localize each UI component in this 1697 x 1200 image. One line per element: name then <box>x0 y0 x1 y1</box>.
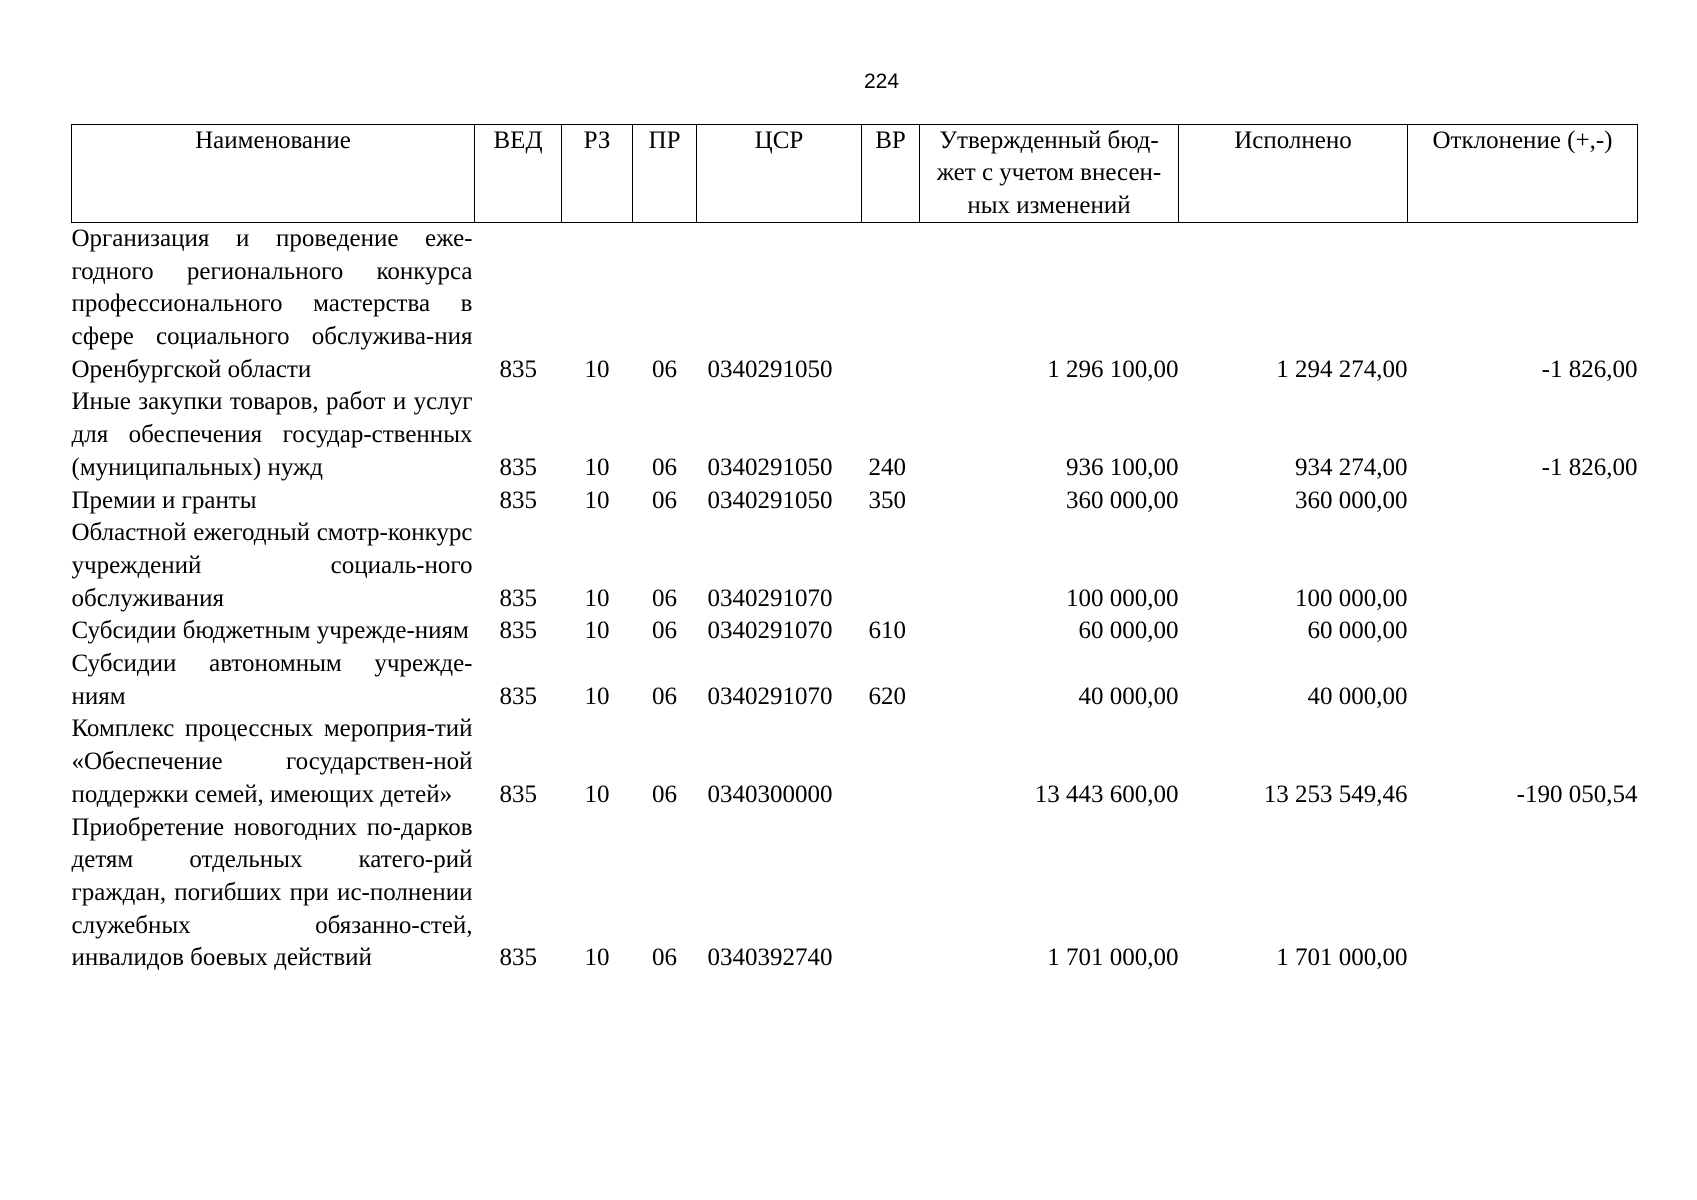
row-budget: 40 000,00 <box>1078 682 1179 710</box>
row-executed: 40 000,00 <box>1307 682 1408 710</box>
row-rz: 10 <box>584 584 610 612</box>
row-rz: 10 <box>584 780 610 808</box>
header-rz: РЗ <box>562 125 633 223</box>
row-ved: 835 <box>499 486 537 514</box>
row-csr: 0340392740 <box>707 944 833 972</box>
row-ved: 835 <box>499 453 537 481</box>
row-name: Комплекс процессных мероприя-тий «Обеспечение государствен-ной поддержки семей, имеющих детей» <box>71 715 473 808</box>
table-row <box>72 222 1638 386</box>
row-ved: 835 <box>499 584 537 612</box>
row-deviation <box>1408 517 1638 615</box>
table-row <box>72 386 1638 484</box>
row-csr: 0340291070 <box>707 617 833 645</box>
row-executed: 100 000,00 <box>1295 584 1408 612</box>
row-pr: 06 <box>652 584 677 612</box>
row-executed: 1 701 000,00 <box>1276 944 1408 972</box>
row-csr: 0340291050 <box>707 453 833 481</box>
header-ved: ВЕД <box>475 125 562 223</box>
row-vr <box>862 713 920 811</box>
row-pr: 06 <box>652 944 677 972</box>
table-header <box>72 125 1638 223</box>
row-deviation <box>1408 485 1638 518</box>
row-name: Приобретение новогодних по-дарков детям отдельных катего-рий граждан, погибших при ис-полнении служебных обязанно-стей, инвалидов боевых действий <box>71 813 473 972</box>
header-executed: Исполнено <box>1179 125 1408 223</box>
row-pr: 06 <box>652 617 677 645</box>
header-name: Наименование <box>72 125 475 223</box>
row-csr: 0340300000 <box>707 780 833 808</box>
header-budget: Утвержденный бюд-жет с учетом внесен-ных изменений <box>920 125 1179 223</box>
table-row <box>72 812 1638 976</box>
row-csr: 0340291050 <box>707 486 833 514</box>
row-budget: 13 443 600,00 <box>1034 780 1179 808</box>
row-executed: 60 000,00 <box>1307 617 1408 645</box>
row-rz: 10 <box>584 682 610 710</box>
row-budget: 360 000,00 <box>1066 486 1179 514</box>
row-rz: 10 <box>584 453 610 481</box>
row-ved: 835 <box>499 682 537 710</box>
row-pr: 06 <box>652 682 677 710</box>
row-deviation: -190 050,54 <box>1516 780 1638 808</box>
row-name: Субсидии бюджетным учрежде-ниям <box>71 617 469 645</box>
row-ved: 835 <box>499 780 537 808</box>
row-executed: 934 274,00 <box>1295 453 1408 481</box>
row-deviation <box>1408 648 1638 713</box>
row-vr: 350 <box>868 486 906 514</box>
row-pr: 06 <box>652 486 677 514</box>
row-executed: 1 294 274,00 <box>1276 355 1408 383</box>
table-row <box>72 517 1638 615</box>
row-deviation: -1 826,00 <box>1541 355 1638 383</box>
row-budget: 936 100,00 <box>1066 453 1179 481</box>
row-rz: 10 <box>584 355 610 383</box>
row-name: Организация и проведение еже-годного регионального конкурса профессионального мастерства в сфере социального обслужива-ния Оренбургской области <box>71 224 473 383</box>
row-deviation: -1 826,00 <box>1541 453 1638 481</box>
row-name: Иные закупки товаров, работ и услуг для обеспечения государ-ственных (муниципальных) нужд <box>71 388 473 481</box>
row-vr: 240 <box>868 453 906 481</box>
row-csr: 0340291070 <box>707 682 833 710</box>
row-pr: 06 <box>652 780 677 808</box>
row-name: Премии и гранты <box>71 486 257 514</box>
row-pr: 06 <box>652 355 677 383</box>
header-deviation: Отклонение (+,-) <box>1408 125 1638 223</box>
row-rz: 10 <box>584 617 610 645</box>
row-name: Областной ежегодный смотр-конкурс учреждений социаль-ного обслуживания <box>71 519 473 612</box>
row-executed: 360 000,00 <box>1295 486 1408 514</box>
row-vr: 620 <box>868 682 906 710</box>
table-row <box>72 713 1638 811</box>
row-budget: 100 000,00 <box>1066 584 1179 612</box>
row-vr: 610 <box>868 617 906 645</box>
header-csr: ЦСР <box>697 125 862 223</box>
row-deviation <box>1408 615 1638 648</box>
table-row <box>72 485 1638 518</box>
row-name: Субсидии автономным учрежде-ниям <box>71 650 473 710</box>
row-ved: 835 <box>499 617 537 645</box>
row-csr: 0340291070 <box>707 584 833 612</box>
row-pr: 06 <box>652 453 677 481</box>
header-pr: ПР <box>633 125 697 223</box>
page-number: 224 <box>863 70 900 93</box>
row-deviation <box>1408 812 1638 976</box>
row-budget: 1 296 100,00 <box>1047 355 1179 383</box>
row-rz: 10 <box>584 486 610 514</box>
table-row <box>72 648 1638 713</box>
row-ved: 835 <box>499 944 537 972</box>
row-vr <box>862 222 920 386</box>
row-rz: 10 <box>584 944 610 972</box>
header-vr: ВР <box>862 125 920 223</box>
table-row <box>72 615 1638 648</box>
row-ved: 835 <box>499 355 537 383</box>
row-budget: 60 000,00 <box>1078 617 1179 645</box>
row-vr <box>862 517 920 615</box>
budget-table <box>71 124 1638 975</box>
row-executed: 13 253 549,46 <box>1263 780 1408 808</box>
table-body <box>72 222 1638 975</box>
row-csr: 0340291050 <box>707 355 833 383</box>
row-budget: 1 701 000,00 <box>1047 944 1179 972</box>
row-vr <box>862 812 920 976</box>
